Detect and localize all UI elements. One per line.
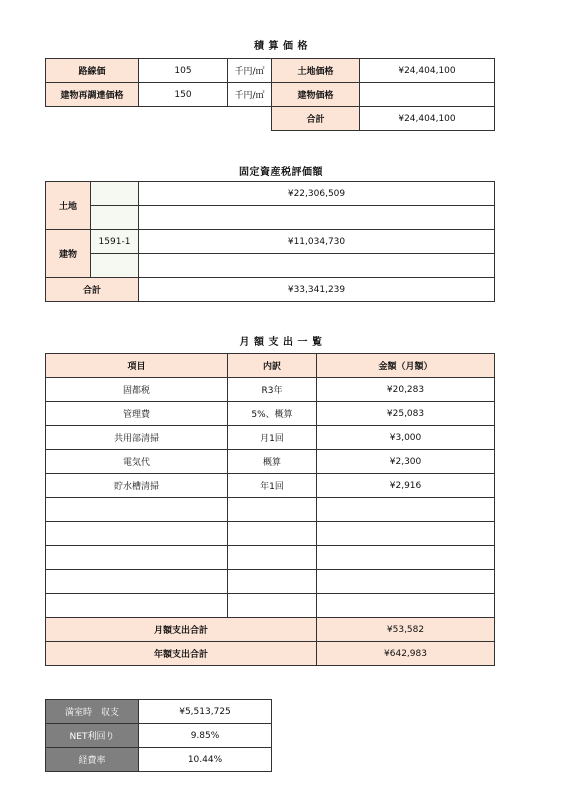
kotei-building-value (139, 254, 495, 278)
kotei-building-label: 建物 (46, 230, 91, 278)
table-header-row (46, 354, 495, 378)
blank-cell (46, 107, 139, 131)
expense-detail: 概算 (228, 450, 317, 474)
header-amount: 金額（月額） (317, 354, 495, 378)
monthly-total-label: 月額支出合計 (46, 618, 317, 642)
expense-detail (228, 546, 317, 570)
rebuild-cost-unit: 千円/㎡ (228, 83, 272, 107)
kotei-title: 固定資産税評価額 (239, 167, 323, 178)
kotei-land-label: 土地 (46, 182, 91, 230)
expense-ratio-value: 10.44% (139, 748, 272, 772)
summary-row (46, 724, 272, 748)
expense-item: 貯水槽清掃 (46, 474, 228, 498)
sekisan-title: 積 算 価 格 (254, 41, 308, 52)
building-price-label: 建物価格 (272, 83, 360, 107)
expense-item (46, 522, 228, 546)
expense-item: 電気代 (46, 450, 228, 474)
expense-item: 管理費 (46, 402, 228, 426)
table-row (46, 546, 495, 570)
sekisan-total-label: 合計 (272, 107, 360, 131)
monthly-total-row (46, 618, 495, 642)
expense-detail: 月1回 (228, 426, 317, 450)
expense-amount: ¥20,283 (317, 378, 495, 402)
table-row (46, 426, 495, 450)
expense-amount (317, 498, 495, 522)
expense-item: 共用部清掃 (46, 426, 228, 450)
header-item: 項目 (46, 354, 228, 378)
kotei-building-value: ¥11,034,730 (139, 230, 495, 254)
monthly-total-value: ¥53,582 (317, 618, 495, 642)
rebuild-cost-value: 150 (139, 83, 228, 107)
kotei-land-value: ¥22,306,509 (139, 182, 495, 206)
kotei-total-value: ¥33,341,239 (139, 278, 495, 302)
rosenka-unit: 千円/㎡ (228, 59, 272, 83)
kotei-land-sub (91, 206, 139, 230)
table-row (46, 378, 495, 402)
expense-amount: ¥3,000 (317, 426, 495, 450)
blank-cell (228, 107, 272, 131)
summary-table (45, 699, 272, 772)
sekisan-table (45, 58, 495, 131)
blank-cell (139, 107, 228, 131)
building-price-value (360, 83, 495, 107)
expense-amount (317, 546, 495, 570)
table-row (46, 402, 495, 426)
net-yield-value: 9.85% (139, 724, 272, 748)
header-detail: 内訳 (228, 354, 317, 378)
expense-item: 固都税 (46, 378, 228, 402)
monthly-expense-table (45, 353, 495, 666)
table-row (46, 570, 495, 594)
table-row (46, 498, 495, 522)
expense-item (46, 594, 228, 618)
rosenka-label: 路線価 (46, 59, 139, 83)
table-row (46, 474, 495, 498)
table-row (46, 594, 495, 618)
annual-total-row (46, 642, 495, 666)
expense-detail: 5%、概算 (228, 402, 317, 426)
monthly-expense-title: 月 額 支 出 一 覧 (239, 337, 323, 348)
expense-detail (228, 594, 317, 618)
kotei-table (45, 181, 495, 302)
summary-row (46, 700, 272, 724)
expense-detail: 年1回 (228, 474, 317, 498)
expense-amount: ¥25,083 (317, 402, 495, 426)
kotei-total-label: 合計 (46, 278, 139, 302)
rebuild-cost-label: 建物再調達価格 (46, 83, 139, 107)
expense-amount: ¥2,300 (317, 450, 495, 474)
full-occupancy-income-label: 満室時 収支 (46, 700, 139, 724)
expense-item (46, 570, 228, 594)
table-row (46, 522, 495, 546)
expense-detail (228, 498, 317, 522)
expense-amount (317, 570, 495, 594)
sekisan-total-value: ¥24,404,100 (360, 107, 495, 131)
expense-ratio-label: 経費率 (46, 748, 139, 772)
rosenka-value: 105 (139, 59, 228, 83)
expense-detail (228, 570, 317, 594)
expense-detail: R3年 (228, 378, 317, 402)
net-yield-label: NET利回り (46, 724, 139, 748)
land-price-value: ¥24,404,100 (360, 59, 495, 83)
kotei-building-sub: 1591-1 (91, 230, 139, 254)
land-price-label: 土地価格 (272, 59, 360, 83)
kotei-building-sub (91, 254, 139, 278)
annual-total-label: 年額支出合計 (46, 642, 317, 666)
annual-total-value: ¥642,983 (317, 642, 495, 666)
expense-item (46, 498, 228, 522)
summary-row (46, 748, 272, 772)
kotei-land-value (139, 206, 495, 230)
expense-item (46, 546, 228, 570)
kotei-land-sub (91, 182, 139, 206)
full-occupancy-income-value: ¥5,513,725 (139, 700, 272, 724)
expense-amount (317, 522, 495, 546)
expense-amount (317, 594, 495, 618)
table-row (46, 450, 495, 474)
expense-amount: ¥2,916 (317, 474, 495, 498)
expense-detail (228, 522, 317, 546)
